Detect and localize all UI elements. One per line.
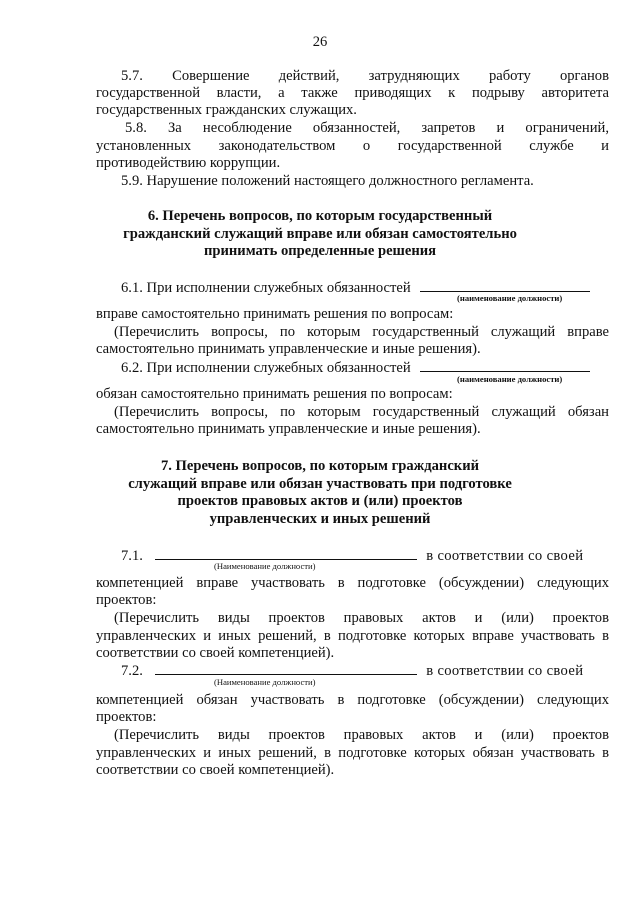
item-7-1-tail: в соответствии со своей bbox=[426, 548, 584, 564]
item-7-1-line-2: компетенцией вправе участвовать в подготовке (обсуждении) следующих bbox=[96, 575, 609, 591]
section-6-heading-line-2: гражданский служащий вправе или обязан самостоятельно bbox=[123, 226, 517, 242]
item-5-9: 5.9. Нарушение положений настоящего должностного регламента. bbox=[121, 173, 534, 189]
item-5-7-line-1: 5.7. Совершение действий, затрудняющих работу органов bbox=[121, 68, 609, 84]
section-7-heading-line-3: проектов правовых актов и (или) проектов bbox=[177, 493, 463, 509]
item-7-1-line-5: управленческих и иных решений, в подготовке которых вправе участвовать в bbox=[96, 628, 609, 644]
item-6-2-line-4: самостоятельно принимать управленческие и иные решения). bbox=[96, 421, 481, 437]
item-6-1-line-2: вправе самостоятельно принимать решения по вопросам: bbox=[96, 306, 454, 322]
item-5-7-line-3: государственных гражданских служащих. bbox=[96, 102, 357, 118]
position-blank-6-2 bbox=[420, 359, 590, 372]
section-7-heading-line-2: служащий вправе или обязан участвовать при подготовке bbox=[128, 476, 512, 492]
page-number: 26 bbox=[312, 34, 328, 50]
item-7-2-number: 7.2. bbox=[121, 663, 143, 679]
item-7-2-line-4: (Перечислить виды проектов правовых актов и (или) проектов bbox=[114, 727, 609, 743]
section-7-heading-line-1: 7. Перечень вопросов, по которым гражданский bbox=[160, 458, 480, 474]
item-7-1-line-4: (Перечислить виды проектов правовых актов и (или) проектов bbox=[114, 610, 609, 626]
item-5-8-line-1: 5.8. За несоблюдение обязанностей, запретов и ограничений, bbox=[125, 120, 609, 136]
item-5-8-line-3: противодействию коррупции. bbox=[96, 155, 281, 171]
item-5-7-line-2: государственной власти, а также приводящих к подрыву авторитета bbox=[96, 85, 609, 101]
section-6-heading-line-1: 6. Перечень вопросов, по которым государственный bbox=[147, 208, 493, 224]
item-6-2-text: 6.2. При исполнении служебных обязанностей bbox=[121, 360, 411, 376]
position-caption-7-2: (Наименование должности) bbox=[214, 677, 316, 687]
item-7-2-line-3: проектов: bbox=[96, 709, 157, 725]
position-caption-7-1: (Наименование должности) bbox=[214, 561, 316, 571]
position-blank-7-2 bbox=[155, 662, 417, 675]
item-7-2-line-6: соответствии со своей компетенцией). bbox=[96, 762, 335, 778]
item-7-1-line-1 bbox=[121, 547, 609, 565]
position-caption-6-1: (наименование должности) bbox=[457, 293, 563, 303]
position-caption-6-2: (наименование должности) bbox=[457, 374, 563, 384]
item-7-2-line-2: компетенцией обязан участвовать в подготовке (обсуждении) следующих bbox=[96, 692, 609, 708]
item-6-1-line-3: (Перечислить вопросы, по которым государственный служащий вправе bbox=[114, 324, 609, 340]
section-7-heading-line-4: управленческих и иных решений bbox=[209, 511, 431, 527]
item-6-1-line-4: самостоятельно принимать управленческие и иные решения). bbox=[96, 341, 481, 357]
position-blank-7-1 bbox=[155, 547, 417, 560]
section-6-heading-line-3: принимать определенные решения bbox=[203, 243, 437, 259]
item-7-1-line-6: соответствии со своей компетенцией). bbox=[96, 645, 335, 661]
item-6-2-line-2: обязан самостоятельно принимать решения по вопросам: bbox=[96, 386, 453, 402]
item-7-2-line-1 bbox=[121, 662, 609, 680]
item-7-2-line-5: управленческих и иных решений, в подготовке которых обязан участвовать в bbox=[96, 745, 609, 761]
item-6-2-line-3: (Перечислить вопросы, по которым государственный служащий обязан bbox=[114, 404, 609, 420]
item-7-1-number: 7.1. bbox=[121, 548, 143, 564]
item-7-1-line-3: проектов: bbox=[96, 592, 157, 608]
item-5-8-line-2: установленных законодательством о государственной службе и bbox=[96, 138, 609, 154]
position-blank-6-1 bbox=[420, 279, 590, 292]
item-7-2-tail: в соответствии со своей bbox=[426, 663, 584, 679]
item-6-1-text: 6.1. При исполнении служебных обязанностей bbox=[121, 280, 411, 296]
